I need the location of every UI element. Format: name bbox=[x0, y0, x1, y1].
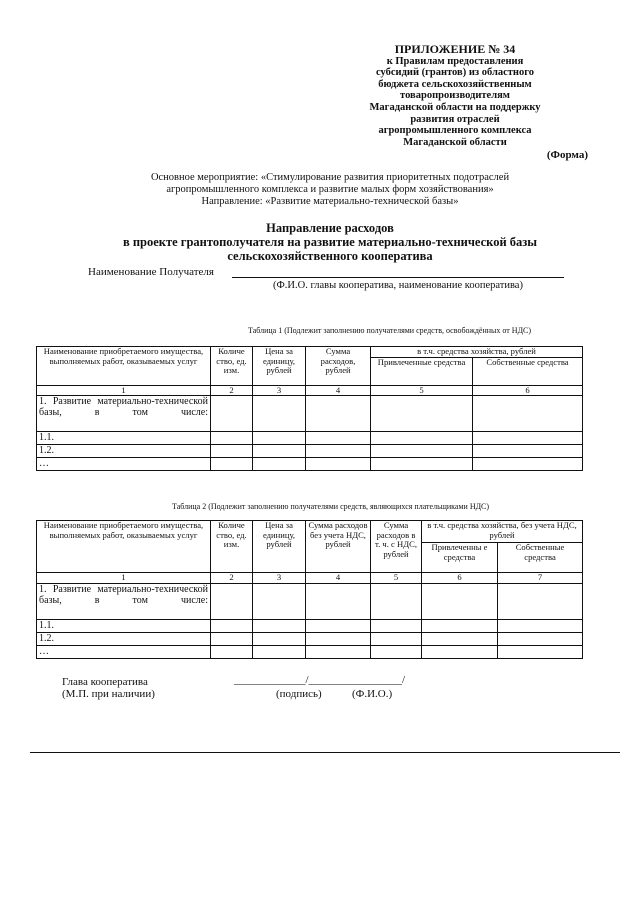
cell[interactable] bbox=[473, 432, 583, 445]
cell[interactable] bbox=[253, 619, 306, 632]
measure-line: Направление: «Развитие материально-технической базы» bbox=[201, 196, 459, 207]
cell[interactable] bbox=[306, 619, 371, 632]
row-label: 1.1. bbox=[37, 619, 211, 632]
cell[interactable] bbox=[371, 432, 473, 445]
cell[interactable] bbox=[371, 445, 473, 458]
cell[interactable] bbox=[211, 632, 253, 645]
cell[interactable] bbox=[422, 583, 498, 619]
cell[interactable] bbox=[371, 645, 422, 658]
row-label: 1.1. bbox=[37, 432, 211, 445]
row-label: 1.2. bbox=[37, 445, 211, 458]
column-number: 1 bbox=[37, 385, 211, 396]
cell[interactable] bbox=[253, 645, 306, 658]
doc-title: Направление расходов bbox=[266, 221, 394, 235]
appendix-line: агропромышленного комплекса bbox=[378, 125, 532, 137]
table-row bbox=[37, 583, 583, 619]
cell[interactable] bbox=[306, 645, 371, 658]
cell[interactable] bbox=[253, 396, 306, 432]
column-number: 6 bbox=[422, 573, 498, 584]
cell[interactable] bbox=[211, 583, 253, 619]
cell[interactable] bbox=[422, 619, 498, 632]
column-number: 2 bbox=[211, 385, 253, 396]
cell[interactable] bbox=[253, 432, 306, 445]
cell[interactable] bbox=[253, 458, 306, 471]
table-row bbox=[37, 445, 583, 458]
table-row bbox=[37, 632, 583, 645]
column-number: 6 bbox=[473, 385, 583, 396]
appendix-header bbox=[340, 44, 570, 148]
header-attracted: Привлеченны е средства bbox=[422, 543, 498, 573]
appendix-line: к Правилам предоставления bbox=[386, 55, 524, 67]
header-own: Собственные средства bbox=[473, 357, 583, 385]
table1 bbox=[36, 346, 583, 471]
cell[interactable] bbox=[306, 583, 371, 619]
cell[interactable] bbox=[422, 645, 498, 658]
cell[interactable] bbox=[306, 396, 371, 432]
header-qty: Количе ство, ед. изм. bbox=[211, 521, 253, 573]
cell[interactable] bbox=[371, 458, 473, 471]
cell[interactable] bbox=[371, 583, 422, 619]
appendix-number: ПРИЛОЖЕНИЕ № 34 bbox=[394, 42, 516, 56]
header-item: Наименование приобретаемого имущества, выполняемых работ, оказываемых услуг bbox=[37, 521, 211, 573]
cell[interactable] bbox=[473, 396, 583, 432]
cell[interactable] bbox=[211, 458, 253, 471]
table2-caption: Таблица 2 (Подлежит заполнению получателями средств, являющихся плательщиками НДС) bbox=[172, 502, 490, 511]
column-number: 7 bbox=[498, 573, 583, 584]
doc-title: сельскохозяйственного кооператива bbox=[227, 249, 433, 263]
header-group: в т.ч. средства хозяйства, рублей bbox=[371, 347, 583, 358]
column-number: 5 bbox=[371, 573, 422, 584]
signature-label: (подпись) bbox=[276, 688, 322, 700]
measure-line: агропромышленного комплекса и развитие малых форм хозяйствования» bbox=[166, 184, 494, 195]
header-sum-vat: Сумма расходов в т. ч. с НДС, рублей bbox=[371, 521, 422, 573]
column-number: 1 bbox=[37, 573, 211, 584]
cell[interactable] bbox=[422, 632, 498, 645]
cell[interactable] bbox=[371, 396, 473, 432]
row-label: … bbox=[37, 645, 211, 658]
cell[interactable] bbox=[498, 632, 583, 645]
column-number: 4 bbox=[306, 573, 371, 584]
column-number: 5 bbox=[371, 385, 473, 396]
name-label: (Ф.И.О.) bbox=[352, 688, 393, 700]
table-row bbox=[37, 619, 583, 632]
cell[interactable] bbox=[211, 619, 253, 632]
header-group: в т.ч. средства хозяйства, без учета НДС, рублей bbox=[422, 521, 583, 543]
head-label: Глава кооператива bbox=[62, 676, 148, 688]
column-number: 2 bbox=[211, 573, 253, 584]
table-row bbox=[37, 396, 583, 432]
row-label: 1. Развитие материально-технической базы, в том числе: bbox=[37, 396, 211, 432]
header-price: Цена за единицу, рублей bbox=[253, 521, 306, 573]
cell[interactable] bbox=[306, 445, 371, 458]
recipient-hint: (Ф.И.О. главы кооператива, наименование кооператива) bbox=[273, 280, 523, 291]
header-price: Цена за единицу, рублей bbox=[253, 347, 306, 386]
appendix-line: субсидий (грантов) из областного bbox=[376, 67, 534, 79]
header-item: Наименование приобретаемого имущества, выполняемых работ, оказываемых услуг bbox=[37, 347, 211, 386]
recipient-input-line[interactable] bbox=[232, 277, 564, 278]
appendix-line: Магаданской области на поддержку bbox=[369, 101, 541, 113]
cell[interactable] bbox=[306, 432, 371, 445]
row-label: 1.2. bbox=[37, 632, 211, 645]
cell[interactable] bbox=[211, 645, 253, 658]
cell[interactable] bbox=[498, 583, 583, 619]
form-label: (Форма) bbox=[546, 149, 588, 161]
cell[interactable] bbox=[473, 458, 583, 471]
cell[interactable] bbox=[371, 632, 422, 645]
cell[interactable] bbox=[211, 396, 253, 432]
doc-title: в проекте грантополучателя на развитие материально-технической базы bbox=[122, 235, 538, 249]
table-row bbox=[37, 432, 583, 445]
cell[interactable] bbox=[498, 645, 583, 658]
table-row bbox=[37, 645, 583, 658]
cell[interactable] bbox=[211, 432, 253, 445]
appendix-line: Магаданской области bbox=[403, 136, 507, 148]
cell[interactable] bbox=[253, 632, 306, 645]
row-label: 1. Развитие материально-технической базы, в том числе: bbox=[37, 583, 211, 619]
appendix-line: товаропроизводителям bbox=[400, 90, 510, 102]
stamp-label: (М.П. при наличии) bbox=[62, 688, 155, 700]
cell[interactable] bbox=[306, 458, 371, 471]
cell[interactable] bbox=[253, 583, 306, 619]
header-attracted: Привлеченные средства bbox=[371, 357, 473, 385]
column-number: 4 bbox=[306, 385, 371, 396]
measure-line: Основное мероприятие: «Стимулирование развития приоритетных подотраслей bbox=[150, 172, 510, 183]
appendix-line: развития отраслей bbox=[410, 113, 500, 125]
page-divider bbox=[30, 752, 620, 753]
table-row bbox=[37, 458, 583, 471]
table1-caption: Таблица 1 (Подлежит заполнению получателями средств, освобождённых от НДС) bbox=[248, 326, 532, 335]
cell[interactable] bbox=[253, 445, 306, 458]
cell[interactable] bbox=[211, 445, 253, 458]
recipient-label: Наименование Получателя bbox=[88, 266, 214, 278]
cell[interactable] bbox=[498, 619, 583, 632]
column-number: 3 bbox=[253, 573, 306, 584]
header-own: Собственные средства bbox=[498, 543, 583, 573]
row-label: … bbox=[37, 458, 211, 471]
column-number: 3 bbox=[253, 385, 306, 396]
cell[interactable] bbox=[306, 632, 371, 645]
cell[interactable] bbox=[371, 619, 422, 632]
appendix-line: бюджета сельскохозяйственным bbox=[378, 78, 532, 90]
header-qty: Количе ство, ед. изм. bbox=[211, 347, 253, 386]
cell[interactable] bbox=[473, 445, 583, 458]
header-sum-novat: Сумма расходов без учета НДС, рублей bbox=[306, 521, 371, 573]
table2 bbox=[36, 520, 583, 659]
header-sum: Сумма расходов, рублей bbox=[306, 347, 371, 386]
signature-line[interactable]: _____________/_________________/ bbox=[234, 674, 406, 686]
